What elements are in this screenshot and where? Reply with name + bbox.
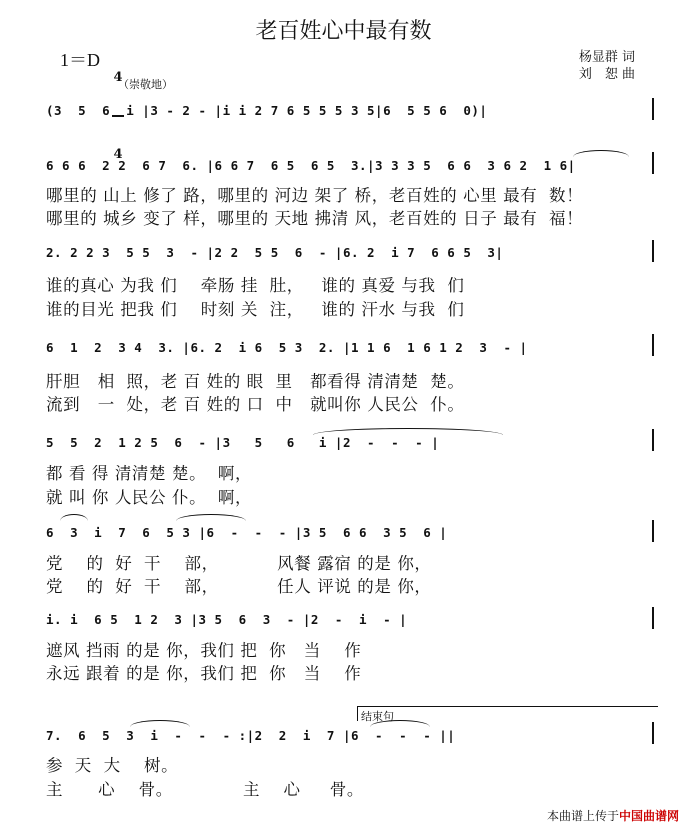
key-signature: 1＝D bbox=[60, 50, 100, 70]
lyrics-line-7-verse2: 永远 跟着 的是 你，我们 把 你 当 作 bbox=[46, 664, 362, 683]
lyricist-credit: 杨显群 词 bbox=[578, 50, 635, 65]
tempo-marking: （崇敬地） bbox=[118, 78, 173, 91]
site-logo: 中国曲谱网 bbox=[618, 809, 679, 823]
composer-credit: 刘 恕 曲 bbox=[578, 67, 635, 82]
lyrics-line-3-verse1: 谁的真心 为我 们 牵肠 挂 肚， 谁的 真爱 与我 们 bbox=[46, 276, 465, 295]
lyrics-line-5-verse1: 都 看 得 清清楚 楚。 啊， bbox=[46, 464, 253, 483]
barline bbox=[652, 152, 654, 174]
barline bbox=[652, 607, 654, 629]
slur bbox=[370, 720, 430, 727]
slur bbox=[130, 720, 190, 727]
notation-line-4: 6 1 2 3 4 3. |6. 2 i 6 5 3 2. |1 1 6 1 6 1 2 3 - | bbox=[46, 340, 528, 355]
barline bbox=[652, 520, 654, 542]
lyrics-line-8-verse2: 主 心 骨。 主 心 骨。 bbox=[46, 780, 364, 799]
barline bbox=[652, 98, 654, 120]
notation-line-2: 6 6 6 2 2 6 7 6. |6 6 7 6 5 6 5 3.|3 3 3 5 6 6 3 6 2 1 6| bbox=[46, 158, 576, 173]
lyrics-line-3-verse2: 谁的目光 把我 们 时刻 关 注， 谁的 汗水 与我 们 bbox=[46, 300, 465, 319]
notation-line-3: 2. 2 2 3 5 5 3 - |2 2 5 5 6 - |6. 2 i 7 6 6 5 3| bbox=[46, 245, 504, 260]
barline bbox=[652, 429, 654, 451]
lyrics-line-4-verse2: 流到 一 处，老 百 姓的 口 中 就叫你 人民公 仆。 bbox=[46, 395, 465, 414]
barline bbox=[652, 240, 654, 262]
song-title: 老百姓心中最有数 bbox=[255, 19, 432, 44]
lyrics-line-2-verse1: 哪里的 山上 修了 路，哪里的 河边 架了 桥，老百姓的 心里 最有 数！ bbox=[46, 186, 584, 205]
barline bbox=[652, 334, 654, 356]
meter-bottom: 4 bbox=[113, 147, 123, 162]
notation-line-6: 6 3 i 7 6 5 3 |6 - - - |3 5 6 6 3 5 6 | bbox=[46, 525, 448, 540]
lyrics-line-5-verse2: 就 叫 你 人民公 仆。 啊， bbox=[46, 488, 253, 507]
lyrics-line-6-verse1: 党 的 好 干 部， 风餐 露宿 的是 你， bbox=[46, 554, 432, 573]
lyrics-line-4-verse1: 肝胆 相 照，老 百 姓的 眼 里 都看得 清清楚 楚。 bbox=[46, 372, 465, 391]
notation-line-7: i. i 6 5 1 2 3 |3 5 6 3 - |2 - i - | bbox=[46, 612, 408, 627]
notation-line-8: 7. 6 5 3 i - - - :|2 2 i 7 |6 - - - || bbox=[46, 728, 456, 743]
ending-bracket bbox=[357, 706, 658, 721]
slur bbox=[313, 428, 503, 435]
ending-label: 结束句 bbox=[361, 710, 394, 723]
slur bbox=[60, 514, 88, 521]
slur bbox=[176, 514, 246, 521]
lyrics-line-7-verse1: 遮风 挡雨 的是 你，我们 把 你 当 作 bbox=[46, 641, 362, 660]
lyrics-line-8-verse1: 参 天 大 树。 bbox=[46, 756, 179, 775]
slur bbox=[573, 150, 629, 157]
lyrics-line-6-verse2: 党 的 好 干 部， 任人 评说 的是 你， bbox=[46, 577, 432, 596]
final-barline bbox=[652, 722, 654, 744]
notation-line-1: (3 5 6 i |3 - 2 - |i i 2 7 6 5 5 5 3 5|6 5 5 6 0)| bbox=[46, 103, 488, 118]
lyrics-line-2-verse2: 哪里的 城乡 变了 样，哪里的 天地 拂清 风，老百姓的 日子 最有 福！ bbox=[46, 209, 584, 228]
notation-line-5: 5 5 2 1 2 5 6 - |3 5 6 i |2 - - - | bbox=[46, 435, 440, 450]
footer-text: 本曲谱上传于 bbox=[546, 809, 619, 823]
meter-top: 4 bbox=[113, 70, 123, 85]
source-footer bbox=[540, 793, 679, 824]
